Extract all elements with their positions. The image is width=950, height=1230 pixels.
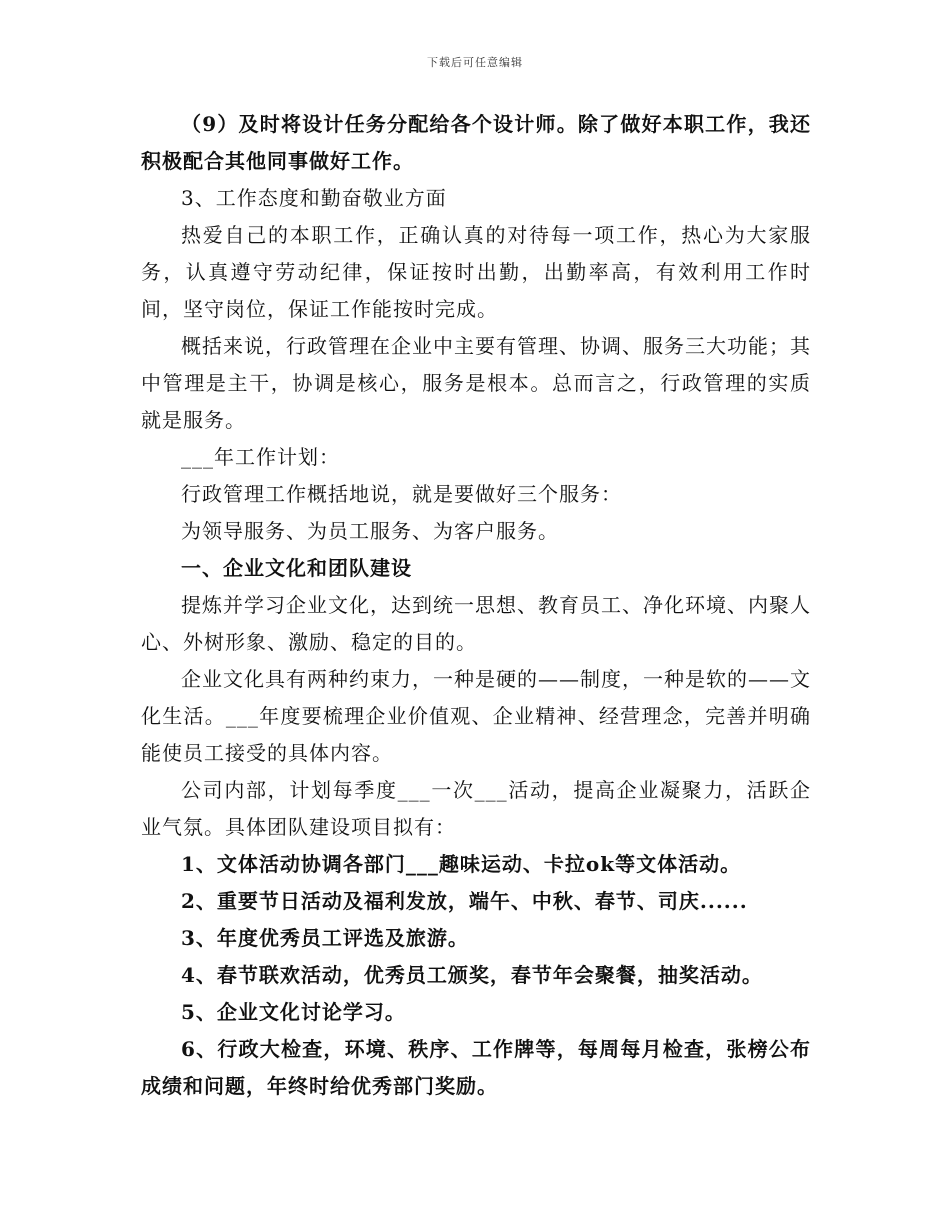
paragraph-quarterly-activity: 公司内部，计划每季度___一次___活动，提高企业凝聚力，活跃企业气氛。具体团队建设项目拟有： [141,778,811,839]
page-header: 下载后可任意编辑 [427,56,523,69]
heading-culture-team: 一、企业文化和团队建设 [181,556,412,580]
paragraph-service-targets: 为领导服务、为员工服务、为客户服务。 [181,519,559,543]
paragraph-culture-constraints: 企业文化具有两种约束力，一种是硬的——制度，一种是软的——文化生活。___年度要梳理企业价值观、企业精神、经营理念，完善并明确能使员工接受的具体内容。 [141,667,811,765]
paragraph-task-allocation: （9）及时将设计任务分配给各个设计师。除了做好本职工作，我还积极配合其他同事做好工作。 [141,112,811,173]
list-item-5: 5、企业文化讨论学习。 [181,1000,406,1024]
list-item-4: 4、春节联欢活动，优秀员工颁奖，春节年会聚餐，抽奖活动。 [181,963,763,987]
document-body [141,106,811,1105]
heading-work-attitude: 3、工作态度和勤奋敬业方面 [181,186,447,210]
heading-work-plan: ___年工作计划： [181,445,340,469]
paragraph-culture-refine: 提炼并学习企业文化，达到统一思想、教育员工、净化环境、内聚人心、外树形象、激励、稳定的目的。 [141,593,811,654]
paragraph-three-services: 行政管理工作概括地说，就是要做好三个服务： [181,482,622,506]
list-item-2: 2、重要节日活动及福利发放，端午、中秋、春节、司庆...... [181,889,748,913]
paragraph-admin-summary: 概括来说，行政管理在企业中主要有管理、协调、服务三大功能；其中管理是主干，协调是核心，服务是根本。总而言之，行政管理的实质就是服务。 [141,334,811,432]
list-item-6: 6、行政大检查，环境、秩序、工作牌等，每周每月检查，张榜公布成绩和问题，年终时给优秀部门奖励。 [141,1037,811,1098]
paragraph-love-work: 热爱自己的本职工作，正确认真的对待每一项工作，热心为大家服务，认真遵守劳动纪律，保证按时出勤，出勤率高，有效利用工作时间，坚守岗位，保证工作能按时完成。 [141,223,811,321]
list-item-1: 1、文体活动协调各部门___趣味运动、卡拉ok等文体活动。 [181,852,742,876]
list-item-3: 3、年度优秀员工评选及旅游。 [181,926,469,950]
